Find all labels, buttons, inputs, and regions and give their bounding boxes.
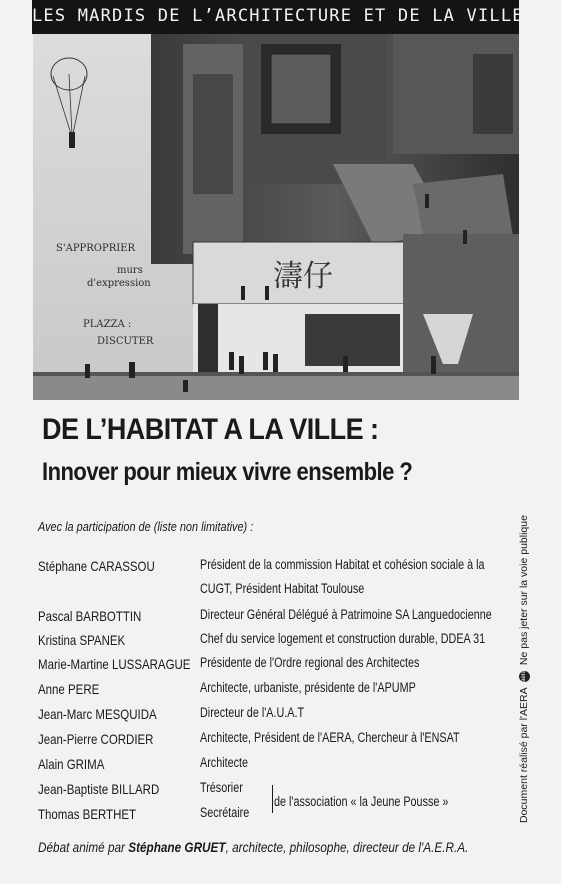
note-plazza: PLAZZA : [83,319,132,330]
collage-illustration [33,34,519,400]
participant-role: Architecte [200,755,249,770]
debate-credit [38,839,468,855]
note-discuter: DISCUTER [97,336,154,347]
participant-name: Stéphane CARASSOU [38,558,155,574]
participant-role: Trésorier [200,780,243,795]
header-banner [32,0,524,34]
participant-role: Directeur de l'A.U.A.T [200,705,305,720]
participant-role: Présidente de l'Ordre regional des Architectes [200,655,420,670]
participant-role: Architecte, Président de l'AERA, Chercheur à l'ENSAT [200,730,460,745]
note-expression: d'expression [87,278,151,289]
debate-suffix: , architecte, philosophe, directeur de l'A.E.R.A. [225,839,469,855]
participant-role: Chef du service logement et construction durable, DDEA 31 [200,631,486,646]
participant-name: Alain GRIMA [38,756,105,772]
page-title: DE L’HABITAT A LA VILLE : [42,413,379,446]
sign-glyphs: 濤仔 [273,259,333,294]
side-note-credit: Document réalisé par l'AERA [518,687,530,823]
page-subtitle: Innover pour mieux vivre ensemble ? [42,458,413,486]
debate-prefix: Débat animé par [38,839,129,855]
participant-role: Président de la commission Habitat et cohésion sociale à la [200,557,485,572]
association-bracket [267,785,273,813]
note-murs: murs [117,265,143,276]
participant-name: Jean-Baptiste BILLARD [38,781,160,797]
debate-moderator: Stéphane GRUET [128,839,226,855]
participant-name: Marie-Martine LUSSARAGUE [38,656,191,672]
side-note [518,500,536,823]
participant-name: Kristina SPANEK [38,632,126,648]
participant-role: Secrétaire [200,805,250,820]
note-sapproprier: S'APPROPRIER [56,243,136,254]
participant-role-continued: CUGT, Président Habitat Toulouse [200,581,365,596]
aera-logo-icon: aera [519,671,530,682]
banner-title: LES MARDIS DE L’ARCHITECTURE ET DE LA VILLE [32,6,524,26]
participation-label: Avec la participation de (liste non limitative) : [38,519,254,534]
participant-name: Jean-Pierre CORDIER [38,731,154,747]
association-label: de l'association « la Jeune Pousse » [274,794,449,809]
side-note-warning: Ne pas jeter sur la voie publique [518,515,530,666]
participant-name: Anne PERE [38,681,100,697]
participant-name: Jean-Marc MESQUIDA [38,706,157,722]
participant-name: Pascal BARBOTTIN [38,608,142,624]
participant-role: Architecte, urbaniste, présidente de l'APUMP [200,680,416,695]
participant-role: Directeur Général Délégué à Patrimoine SA Languedocienne [200,607,492,622]
participant-name: Thomas BERTHET [38,806,137,822]
